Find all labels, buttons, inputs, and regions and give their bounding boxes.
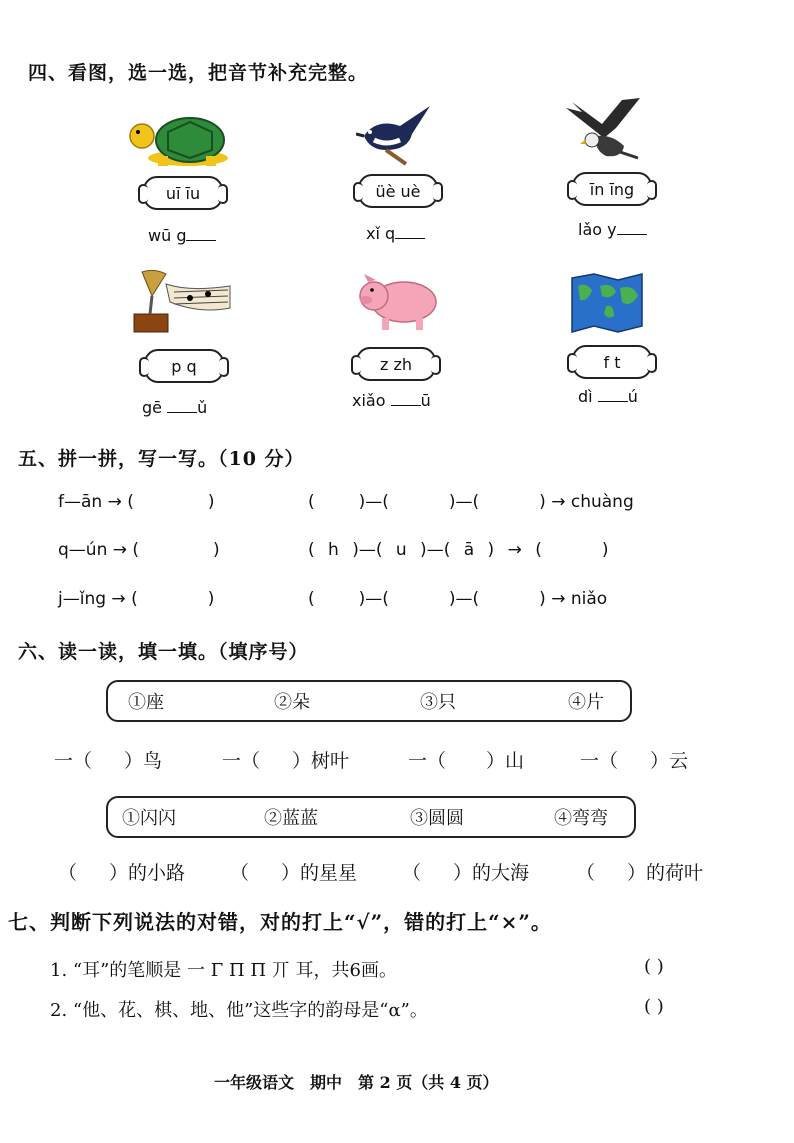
option-1: ①闪闪 <box>122 808 176 829</box>
fill-8: （ ）的荷叶 <box>576 862 704 884</box>
option-1: ①座 <box>128 692 164 713</box>
fill-2: 一（ ）树叶 <box>222 750 350 772</box>
judge-question-1: 1. “耳”的笔顺是 一 Γ Π Π 丌 耳，共6画。 <box>50 960 397 981</box>
map-picture <box>570 272 644 334</box>
option-box-2: üè uè <box>358 174 438 208</box>
option-box-reduplicated-words <box>106 796 636 838</box>
section-4-heading: 四、看图，选一选，把音节补充完整。 <box>28 62 369 84</box>
option-box-measure-words <box>106 680 632 722</box>
pinyin-6: dì ú <box>578 387 638 406</box>
judge-question-2: 2. “他、花、棋、地、他”这些字的韵母是“α”。 <box>50 1000 428 1021</box>
option-3: ③圆圆 <box>410 808 464 829</box>
fill-3: 一（ ）山 <box>408 750 525 772</box>
fill-6: （ ）的星星 <box>230 862 358 884</box>
option-2: ②朵 <box>274 692 310 713</box>
option-box-6: f t <box>572 345 652 379</box>
section-6-heading: 六、读一读，填一填。（填序号） <box>18 641 309 663</box>
gramophone-picture <box>130 268 236 338</box>
pinyin-1: wū g <box>148 226 216 245</box>
spell-row-2: q—ún → ( ) <box>58 540 220 560</box>
option-box-5: z zh <box>356 347 436 381</box>
option-box-4: p q <box>144 349 224 383</box>
option-box-1: uī īu <box>143 176 223 210</box>
pinyin-5: xiǎo ū <box>352 391 431 410</box>
spell-row-1-right: ( )—( )—( ) → chuàng <box>308 492 634 512</box>
magpie-picture <box>356 100 436 168</box>
spell-row-3: j—ǐng → ( ) <box>58 589 215 609</box>
pinyin-3: lǎo y <box>578 220 647 239</box>
option-4: ④弯弯 <box>554 808 608 829</box>
option-3: ③只 <box>420 692 456 713</box>
spell-row-2-right: ( h )—( u )—( ā ) → ( ) <box>308 540 609 560</box>
judge-answer-2: ( ) <box>644 996 664 1017</box>
pinyin-2: xǐ q <box>366 224 425 243</box>
eagle-picture <box>562 98 646 164</box>
section-5-heading: 五、拼一拼，写一写。（10 分） <box>18 448 305 470</box>
page-footer: 一年级语文 期中 第 2 页（共 4 页） <box>214 1073 499 1092</box>
judge-answer-1: ( ) <box>644 956 664 977</box>
option-4: ④片 <box>568 692 604 713</box>
section-7-heading: 七、判断下列说法的对错，对的打上“√”，错的打上“×”。 <box>8 910 552 934</box>
option-2: ②蓝蓝 <box>264 808 318 829</box>
fill-5: （ ）的小路 <box>58 862 186 884</box>
fill-4: 一（ ）云 <box>580 750 689 772</box>
option-box-3: īn īng <box>572 172 652 206</box>
turtle-picture <box>128 110 232 170</box>
fill-7: （ ）的大海 <box>402 862 530 884</box>
spell-row-3-right: ( )—( )—( ) → niǎo <box>308 589 608 609</box>
fill-1: 一（ ）鸟 <box>54 750 163 772</box>
spell-row-1: f—ān → ( ) <box>58 492 215 512</box>
pig-picture <box>356 272 440 334</box>
pinyin-4: gē ǔ <box>142 398 208 417</box>
